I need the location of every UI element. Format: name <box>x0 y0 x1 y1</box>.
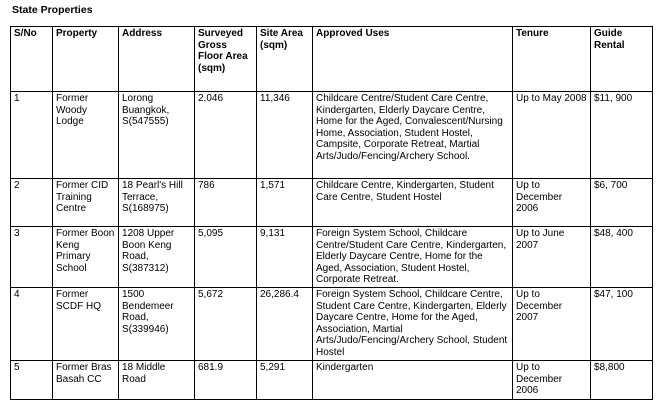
cell-site-area: 11,346 <box>257 92 313 179</box>
header-guide-rental: Guide Rental <box>591 27 653 92</box>
cell-gfa: 2,046 <box>195 92 257 179</box>
table-row <box>11 288 653 361</box>
cell-address: 18 Middle Road <box>119 361 195 400</box>
cell-guide-rental: $6, 700 <box>591 179 653 227</box>
cell-address: 18 Pearl's Hill Terrace, S(168975) <box>119 179 195 227</box>
cell-site-area: 1,571 <box>257 179 313 227</box>
document-title: State Properties <box>12 4 93 16</box>
cell-tenure: Up to May 2008 <box>513 92 591 179</box>
cell-approved-uses: Childcare Centre, Kindergarten, Student Care Centre, Student Hostel <box>313 179 513 227</box>
cell-site-area: 26,286.4 <box>257 288 313 361</box>
cell-property: Former Woody Lodge <box>53 92 119 179</box>
cell-approved-uses: Childcare Centre/Student Care Centre, Kindergarten, Elderly Daycare Centre, Home for the Aged, Convalescent/Nursing Home, Association, Student Hostel, Campsite, Corporate Retreat, Martial Arts/Judo/Fencing/Archery School. <box>313 92 513 179</box>
cell-site-area: 5,291 <box>257 361 313 400</box>
cell-approved-uses: Foreign System School, Childcare Centre/Student Care Centre, Kindergarten, Elderly Daycare Centre, Home for the Aged, Association, Student Hostel, Corporate Retreat. <box>313 227 513 288</box>
cell-guide-rental: $11, 900 <box>591 92 653 179</box>
cell-guide-rental: $47, 100 <box>591 288 653 361</box>
header-tenure: Tenure <box>513 27 591 92</box>
cell-tenure: Up to December 2006 <box>513 361 591 400</box>
cell-approved-uses: Foreign System School, Childcare Centre, Student Care Centre, Kindergarten, Elderly Daycare Centre, Home for the Aged, Association, Martial Arts/Judo/Fencing/Archery School, Student Hostel <box>313 288 513 361</box>
table-row <box>11 361 653 400</box>
cell-site-area: 9,131 <box>257 227 313 288</box>
header-row <box>11 27 653 92</box>
cell-property: Former Boon Keng Primary School <box>53 227 119 288</box>
header-property: Property <box>53 27 119 92</box>
cell-property: Former Bras Basah CC <box>53 361 119 400</box>
cell-property: Former CID Training Centre <box>53 179 119 227</box>
cell-gfa: 786 <box>195 179 257 227</box>
cell-gfa: 5,095 <box>195 227 257 288</box>
cell-gfa: 5,672 <box>195 288 257 361</box>
cell-guide-rental: $48, 400 <box>591 227 653 288</box>
cell-sno: 3 <box>11 227 53 288</box>
cell-sno: 4 <box>11 288 53 361</box>
cell-approved-uses: Kindergarten <box>313 361 513 400</box>
cell-tenure: Up to June 2007 <box>513 227 591 288</box>
state-properties-table <box>10 26 653 400</box>
header-address: Address <box>119 27 195 92</box>
cell-sno: 5 <box>11 361 53 400</box>
cell-address: Lorong Buangkok, S(547555) <box>119 92 195 179</box>
header-site-area: Site Area (sqm) <box>257 27 313 92</box>
header-approved-uses: Approved Uses <box>313 27 513 92</box>
table-row <box>11 227 653 288</box>
cell-tenure: Up to December 2007 <box>513 288 591 361</box>
table-row <box>11 179 653 227</box>
table-row <box>11 92 653 179</box>
header-gfa: Surveyed Gross Floor Area (sqm) <box>195 27 257 92</box>
cell-address: 1208 Upper Boon Keng Road, S(387312) <box>119 227 195 288</box>
cell-address: 1500 Bendemeer Road, S(339946) <box>119 288 195 361</box>
cell-property: Former SCDF HQ <box>53 288 119 361</box>
header-sno: S/No <box>11 27 53 92</box>
cell-gfa: 681.9 <box>195 361 257 400</box>
cell-guide-rental: $8,800 <box>591 361 653 400</box>
cell-sno: 2 <box>11 179 53 227</box>
cell-sno: 1 <box>11 92 53 179</box>
cell-tenure: Up to December 2006 <box>513 179 591 227</box>
